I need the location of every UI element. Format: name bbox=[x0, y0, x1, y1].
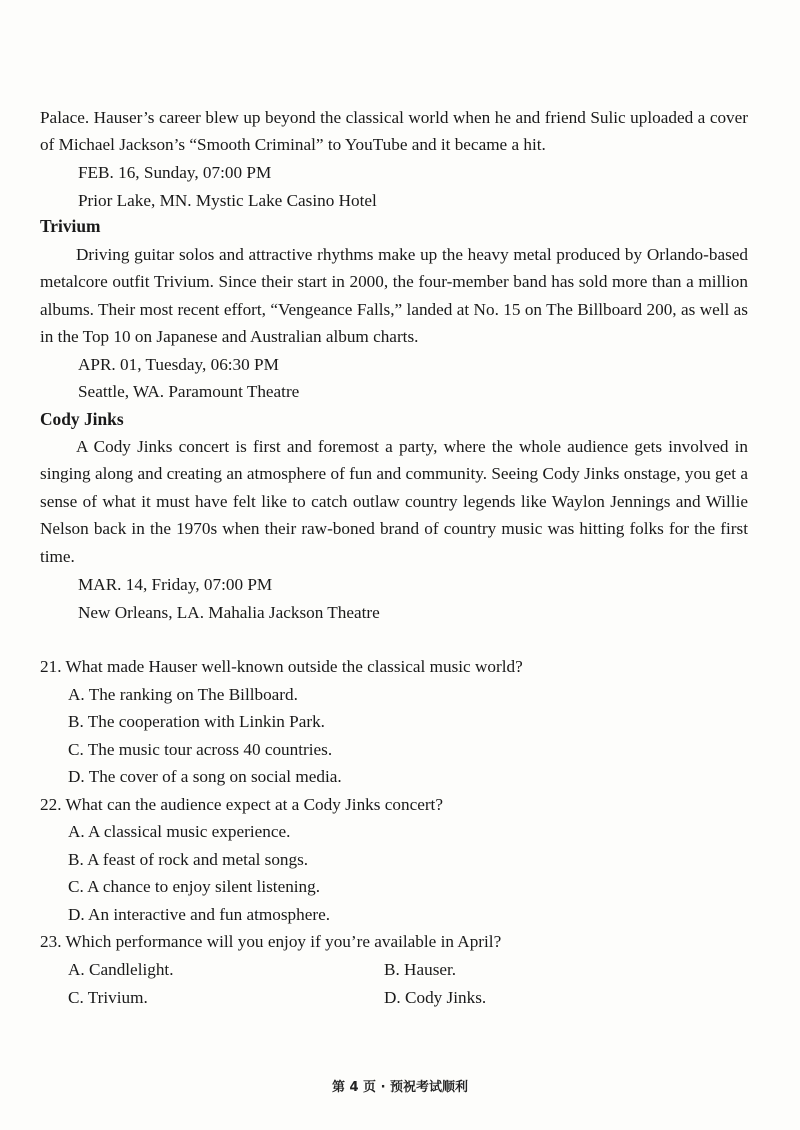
q23-option-d[interactable]: D. Cody Jinks. bbox=[384, 988, 487, 1007]
q21-option-d[interactable]: D. The cover of a song on social media. bbox=[68, 767, 342, 786]
question-22: 22. What can the audience expect at a Cody Jinks concert? bbox=[40, 795, 443, 814]
hauser-date: FEB. 16, Sunday, 07:00 PM bbox=[78, 163, 272, 182]
trivium-date: APR. 01, Tuesday, 06:30 PM bbox=[78, 355, 279, 374]
q22-option-d[interactable]: D. An interactive and fun atmosphere. bbox=[68, 905, 331, 924]
trivium-venue: Seattle, WA. Paramount Theatre bbox=[78, 382, 300, 401]
hauser-venue: Prior Lake, MN. Mystic Lake Casino Hotel bbox=[78, 191, 377, 210]
cody-jinks-heading: Cody Jinks bbox=[40, 409, 124, 429]
q22-option-b[interactable]: B. A feast of rock and metal songs. bbox=[68, 850, 309, 869]
cody-jinks-date: MAR. 14, Friday, 07:00 PM bbox=[78, 575, 273, 594]
q22-option-a[interactable]: A. A classical music experience. bbox=[68, 822, 291, 841]
hauser-paragraph-end: Palace. Hauser’s career blew up beyond the classical world when he and friend Sulic uploaded a cover of Michael Jackson’s “Smooth Criminal” to YouTube and it became a hit. bbox=[40, 108, 748, 155]
page-footer: 第 4 页 · 预祝考试顺利 bbox=[331, 1080, 469, 1095]
cody-jinks-description: A Cody Jinks concert is first and foremost a party, where the whole audience gets involved in singing along and creating an atmosphere of fun and community. Seeing Cody Jinks onstage, you get a sense of what it must have felt like to catch outlaw country legends like Waylon Jennings and Willie Nelson back in the 1970s when their raw-boned brand of country music was hitting folks for the first time. bbox=[40, 437, 748, 566]
q21-option-b[interactable]: B. The cooperation with Linkin Park. bbox=[68, 712, 325, 731]
q23-option-c[interactable]: C. Trivium. bbox=[68, 988, 148, 1007]
trivium-description: Driving guitar solos and attractive rhythms make up the heavy metal produced by Orlando-based metalcore outfit Trivium. Since their start in 2000, the four-member band has sold more than a million albums. Their most recent effort, “Vengeance Falls,” landed at No. 15 on The Billboard 200, as well as in the Top 10 on Japanese and Australian album charts. bbox=[40, 245, 748, 347]
q23-option-a[interactable]: A. Candlelight. bbox=[68, 960, 174, 979]
trivium-heading: Trivium bbox=[40, 216, 101, 236]
question-21: 21. What made Hauser well-known outside the classical music world? bbox=[40, 657, 523, 676]
q22-option-c[interactable]: C. A chance to enjoy silent listening. bbox=[68, 877, 321, 896]
q23-option-b[interactable]: B. Hauser. bbox=[384, 960, 457, 979]
q21-option-c[interactable]: C. The music tour across 40 countries. bbox=[68, 740, 333, 759]
cody-jinks-venue: New Orleans, LA. Mahalia Jackson Theatre bbox=[78, 603, 380, 622]
question-23: 23. Which performance will you enjoy if you’re available in April? bbox=[40, 932, 502, 951]
q21-option-a[interactable]: A. The ranking on The Billboard. bbox=[68, 685, 298, 704]
